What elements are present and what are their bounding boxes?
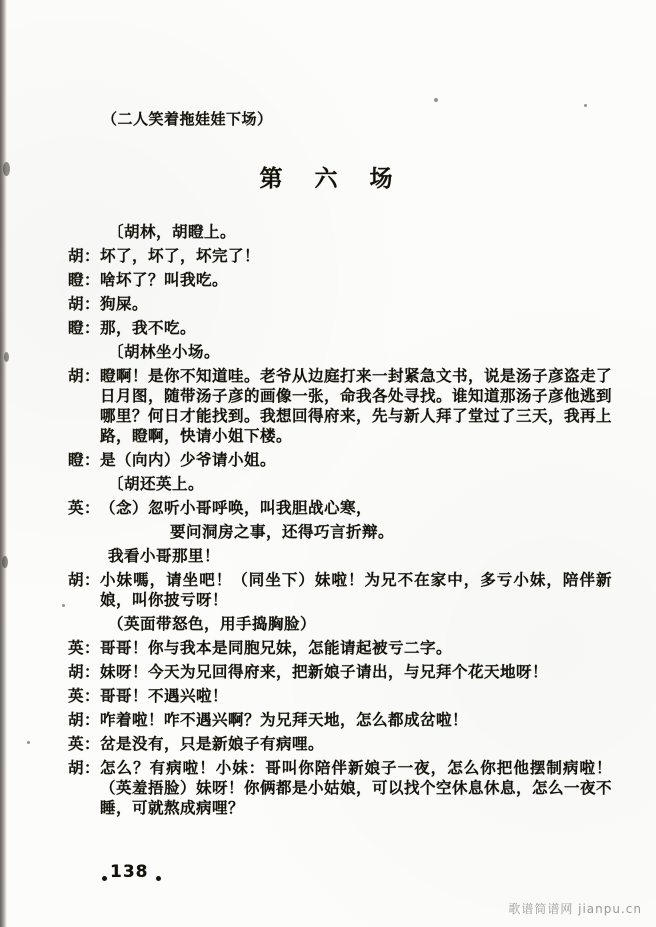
speaker-label: 胡： xyxy=(68,711,101,729)
dialogue-line xyxy=(60,318,612,338)
dialogue-line xyxy=(60,710,612,730)
dialogue-line xyxy=(60,498,612,518)
speaker-label: 胡： xyxy=(68,663,101,681)
speech-text: 怎么？有病啦！小妹：哥叫你陪伴新娘子一夜，怎么你把他摆制病啦！（英羞捂脸）妹呀！你俩都是小姑娘，可以找个空休息休息，怎么一夜不睡，可就熬成病哩？ xyxy=(100,759,613,817)
speaker-label: 英： xyxy=(68,639,101,657)
dialogue-line xyxy=(60,294,612,314)
dialogue-line xyxy=(60,246,612,266)
stage-direction: 〔胡林坐小场。 xyxy=(108,343,221,361)
dialogue-line xyxy=(60,270,612,290)
speaker-label: 胡： xyxy=(68,571,101,589)
speaker-label: 胡： xyxy=(68,295,101,313)
dialogue-line xyxy=(60,734,612,754)
speech-text: 狗屎。 xyxy=(100,295,149,313)
dialogue-line xyxy=(60,638,612,658)
site-watermark: 歌谱简谱网 jianpu.cn xyxy=(508,902,642,916)
speaker-label: 胡： xyxy=(68,367,101,385)
speaker-label: 胡： xyxy=(68,759,101,777)
speaker-label: 英： xyxy=(68,735,101,753)
opening-stage-direction: （二人笑着拖娃娃下场） xyxy=(102,110,273,128)
dialogue-line xyxy=(60,758,612,818)
page-number-dot-right xyxy=(156,876,161,881)
stage-direction: 〔胡林，胡瞪上。 xyxy=(108,223,237,241)
scan-speck xyxy=(4,352,9,362)
page-number-dot-left xyxy=(102,876,107,881)
dialogue-line xyxy=(60,686,612,706)
speaker-label: 英： xyxy=(68,499,101,517)
speech-text: （念）忽听小哥呼唤，叫我胆战心寒， xyxy=(100,499,373,517)
speech-text: 小妹嗎，请坐吧！（同坐下）妹啦！为兄不在家中，多亏小妹，陪伴新娘，叫你披亏呀！ xyxy=(100,571,612,609)
speech-text: 坏了，坏了，坏完了！ xyxy=(100,247,261,265)
speaker-label: 英： xyxy=(68,687,101,705)
binding-edge xyxy=(0,0,7,927)
song-line: 要问洞房之事，还得巧言折辩。 xyxy=(170,523,395,541)
scan-speck xyxy=(3,162,10,176)
speaker-label: 瞪： xyxy=(68,271,101,289)
dialogue-line xyxy=(60,450,612,470)
dialogue-line xyxy=(60,662,612,682)
dialogue-line xyxy=(60,570,612,610)
speech-text: 是（向内）少爷请小姐。 xyxy=(100,451,277,469)
speech-text: 瞪啊！是你不知道哇。老爷从边庭打来一封紧急文书，说是汤子彦盗走了日月图，随带汤子彦的画像一张，命我各处寻找。谁知道那汤子彦他逃到哪里？何日才能找到。我想回得府来，先与新人拜了堂过了三天，我再上路，瞪啊，快请小姐下楼。 xyxy=(100,367,613,445)
speech-text: 啥坏了？叫我吃。 xyxy=(100,271,229,289)
speech-text: 岔是没有，只是新娘子有病哩。 xyxy=(100,735,325,753)
speech-text: 那，我不吃。 xyxy=(100,319,197,337)
speech-text: 咋着啦！咋不遇兴啊？为兄拜天地，怎么都成岔啦！ xyxy=(100,711,469,729)
scan-speck xyxy=(27,741,30,744)
speaker-label: 瞪： xyxy=(68,451,101,469)
dialogue-line xyxy=(60,366,612,446)
continuation-line: 我看小哥那里！ xyxy=(108,547,221,565)
page-title: 第 六 场 xyxy=(259,166,405,192)
stage-direction: （英面带怒色，用手捣胸脸） xyxy=(108,615,317,633)
speech-text: 哥哥！你与我本是同胞兄妹，怎能请起被亏二字。 xyxy=(100,639,453,657)
scan-speck xyxy=(2,556,8,568)
script-body xyxy=(60,222,612,822)
stage-direction: 〔胡还英上。 xyxy=(108,475,205,493)
page-number: 138 xyxy=(110,862,149,882)
speech-text: 哥哥！不遇兴啦！ xyxy=(100,687,229,705)
speaker-label: 瞪： xyxy=(68,319,101,337)
document-body xyxy=(52,0,612,927)
speech-text: 妹呀！今天为兄回得府来，把新娘子请出，与兄拜个花天地呀！ xyxy=(100,663,549,681)
speaker-label: 胡： xyxy=(68,247,101,265)
